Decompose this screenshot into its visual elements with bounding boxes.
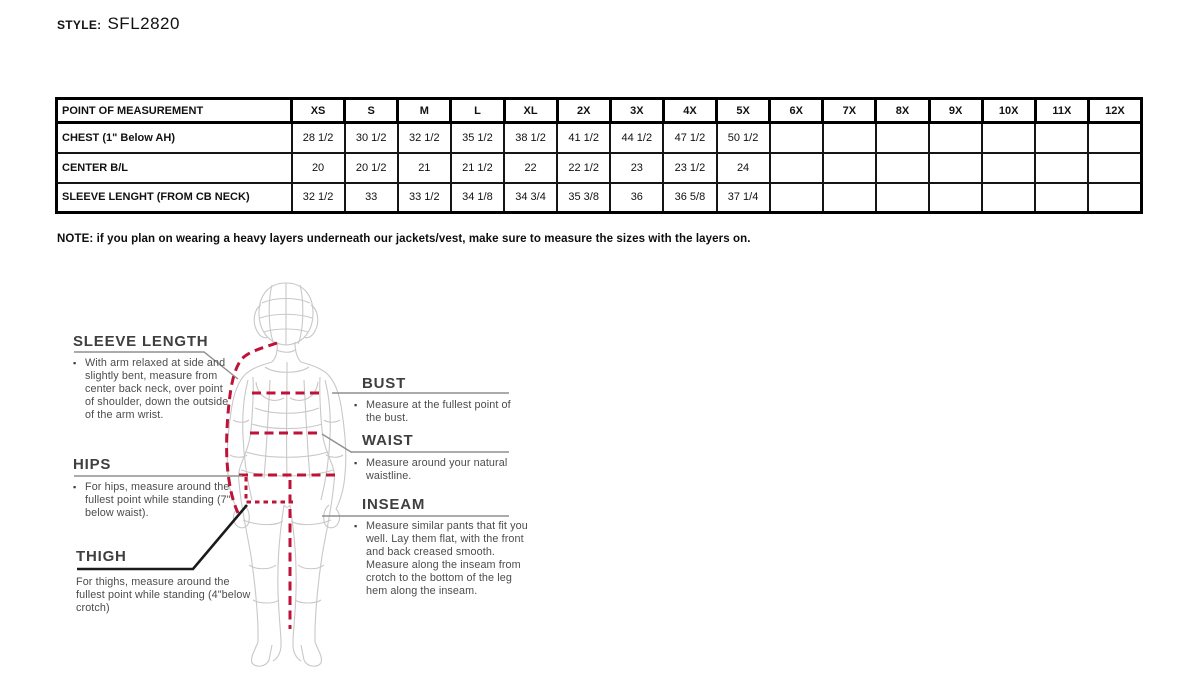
cell: 30 1/2 (345, 123, 398, 153)
cell: 23 1/2 (663, 153, 716, 183)
cell: 20 1/2 (345, 153, 398, 183)
cell: 20 (292, 153, 345, 183)
cell: 50 1/2 (717, 123, 770, 153)
thigh-desc: For thighs, measure around the fullest point while standing (4"below crotch) (76, 576, 251, 614)
cell: 38 1/2 (504, 123, 557, 153)
col-xs: XS (292, 99, 345, 123)
row-label: CENTER B/L (57, 153, 292, 183)
cell: 32 1/2 (292, 183, 345, 213)
cell: 35 3/8 (557, 183, 610, 213)
col-6x: 6X (770, 99, 823, 123)
col-7x: 7X (823, 99, 876, 123)
col-2x: 2X (557, 99, 610, 123)
style-value: SFL2820 (107, 14, 180, 33)
cell: 35 1/2 (451, 123, 504, 153)
col-9x: 9X (929, 99, 982, 123)
waist-heading: WAIST (362, 432, 414, 449)
bust-heading: BUST (362, 375, 407, 392)
row-label: CHEST (1" Below AH) (57, 123, 292, 153)
sleeve-length-heading: SLEEVE LENGTH (73, 333, 209, 350)
col-10x: 10X (982, 99, 1035, 123)
thigh-dash-line (246, 477, 293, 502)
waist-desc: ▪ Measure around your natural waistline. (354, 457, 524, 483)
cell: 22 1/2 (557, 153, 610, 183)
col-s: S (345, 99, 398, 123)
cell: 34 1/8 (451, 183, 504, 213)
col-11x: 11X (1035, 99, 1088, 123)
col-8x: 8X (876, 99, 929, 123)
inseam-desc: ▪ Measure similar pants that fit you well. Lay them flat, with the front and back creased smooth. Measure along the inseam from crotch to the bottom of the leg hem along the inseam. (354, 520, 532, 598)
cell: 41 1/2 (557, 123, 610, 153)
cell: 47 1/2 (663, 123, 716, 153)
cell: 36 5/8 (663, 183, 716, 213)
col-point-of-measurement: POINT OF MEASUREMENT (57, 99, 292, 123)
col-xl: XL (504, 99, 557, 123)
cell: 23 (610, 153, 663, 183)
cell: 44 1/2 (610, 123, 663, 153)
waist-leader-line (322, 434, 509, 452)
col-12x: 12X (1088, 99, 1141, 123)
col-4x: 4X (663, 99, 716, 123)
style-label: STYLE: (57, 18, 102, 32)
cell: 22 (504, 153, 557, 183)
col-3x: 3X (610, 99, 663, 123)
cell: 24 (717, 153, 770, 183)
col-m: M (398, 99, 451, 123)
note-text: NOTE: if you plan on wearing a heavy layers underneath our jackets/vest, make sure to measure the sizes with the layers on. (57, 233, 751, 245)
bust-desc: ▪ Measure at the fullest point of the bust. (354, 399, 524, 425)
inseam-heading: INSEAM (362, 496, 426, 513)
thigh-heading: THIGH (76, 548, 127, 565)
hips-desc: ▪ For hips, measure around the fullest point while standing (7" below waist). (73, 481, 248, 520)
cell: 32 1/2 (398, 123, 451, 153)
cell: 21 1/2 (451, 153, 504, 183)
cell: 28 1/2 (292, 123, 345, 153)
cell: 33 1/2 (398, 183, 451, 213)
hips-heading: HIPS (73, 456, 112, 473)
cell: 33 (345, 183, 398, 213)
cell: 34 3/4 (504, 183, 557, 213)
col-l: L (451, 99, 504, 123)
col-5x: 5X (717, 99, 770, 123)
cell: 36 (610, 183, 663, 213)
cell: 21 (398, 153, 451, 183)
row-label: SLEEVE LENGHT (FROM CB NECK) (57, 183, 292, 213)
sleeve-length-desc: ▪ With arm relaxed at side and slightly bent, measure from center back neck, over point of shoulder, down the outside of the arm wrist. (73, 357, 233, 422)
cell: 37 1/4 (717, 183, 770, 213)
